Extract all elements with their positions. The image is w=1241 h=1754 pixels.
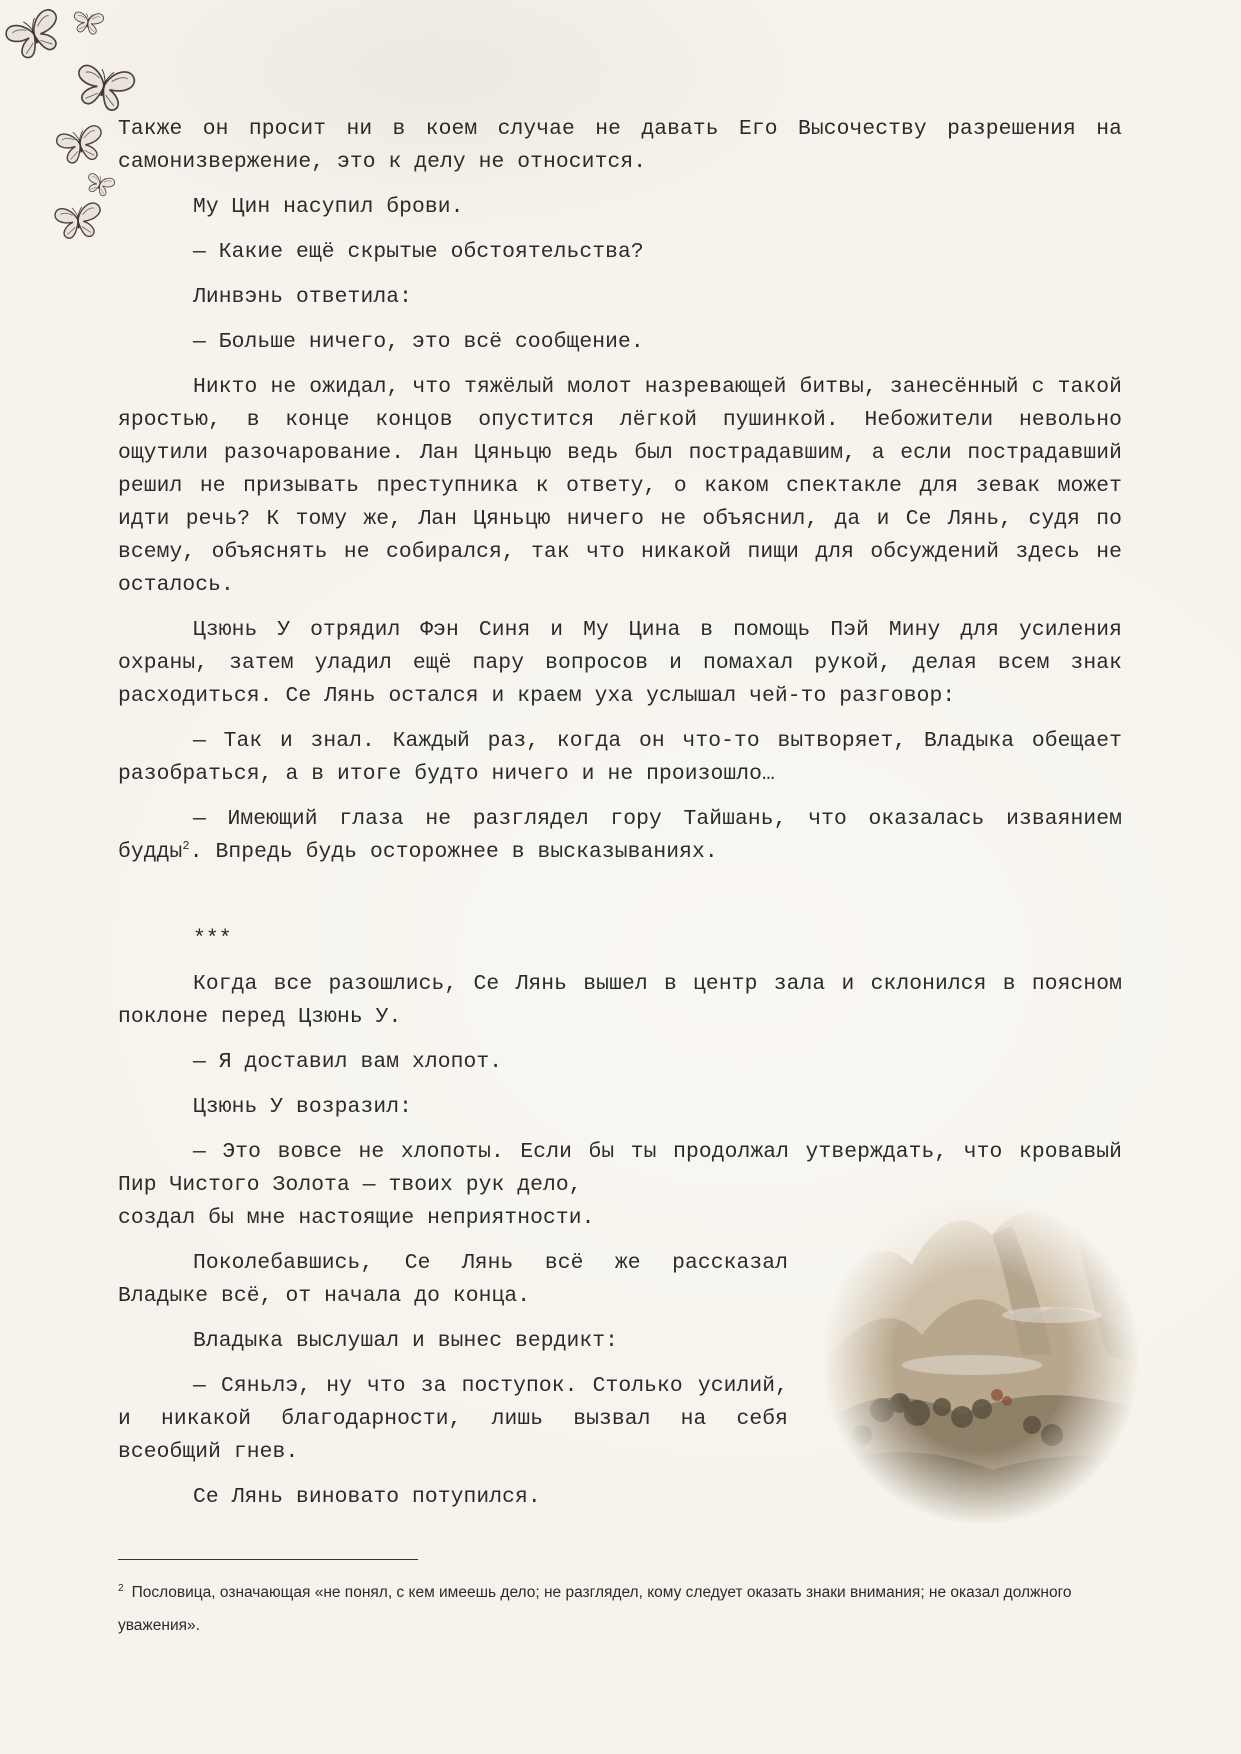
dialogue-line: — Больше ничего, это всё сообщение. [193, 330, 644, 354]
section-separator: *** [193, 927, 232, 951]
dialogue-text: . Впредь будь осторожнее в высказываниях. [189, 840, 718, 864]
paragraph: Му Цин насупил брови. [193, 195, 464, 219]
chinese-landscape-painting [822, 1195, 1140, 1525]
paragraph: Владыка выслушал и вынес вердикт: [193, 1329, 619, 1353]
dialogue-text: — Имеющий глаза не разглядел гору Тайшань, что оказалась изваянием будды [118, 807, 1122, 864]
dialogue-text: — Это вовсе не хлопоты. Если бы ты продолжал утверждать, что кровавый Пир Чистого Золота — твоих рук дело, [118, 1140, 1122, 1197]
footnote-ref[interactable]: 2 [182, 838, 190, 853]
paragraph: Цзюнь У возразил: [193, 1095, 412, 1119]
dialogue-line: — Сяньлэ, ну что за поступок. Столько усилий, и никакой благодарности, лишь вызвал на себя всеобщий гнев. [118, 1374, 788, 1464]
paragraph: Поколебавшись, Се Лянь всё же рассказал Владыке всё, от начала до конца. [118, 1251, 788, 1308]
dialogue-line: — Какие ещё скрытые обстоятельства? [193, 240, 644, 264]
footnote-divider [118, 1559, 418, 1560]
paragraph: Когда все разошлись, Се Лянь вышел в центр зала и склонился в поясном поклоне перед Цзюнь У. [118, 972, 1122, 1029]
dialogue-text: создал бы мне настоящие неприятности. [118, 1206, 595, 1230]
dialogue-line: — Я доставил вам хлопот. [193, 1050, 503, 1074]
paragraph: Линвэнь ответила: [193, 285, 412, 309]
paragraph: Цзюнь У отрядил Фэн Синя и Му Цина в помощь Пэй Мину для усиления охраны, затем уладил ещё пару вопросов и помахал рукой, делая всем знак расходиться. Се Лянь остался и краем уха услышал чей-то разговор: [118, 618, 1122, 708]
footnote-text: Пословица, означающая «не понял, с кем имеешь дело; не разглядел, кому следует оказать знаки внимания; не оказал должного уважения». [118, 1584, 1072, 1635]
dialogue-line [118, 803, 1122, 869]
dialogue-line: — Так и знал. Каждый раз, когда он что-то вытворяет, Владыка обещает разобраться, а в итоге будто ничего и не произошло… [118, 729, 1122, 786]
footnote-number: 2 [118, 1583, 124, 1594]
footnote [118, 1572, 1128, 1642]
paragraph: Се Лянь виновато потупился. [193, 1485, 541, 1509]
paragraph: Также он просит ни в коем случае не давать Его Высочеству разрешения на самонизвержение, это к делу не относится. [118, 117, 1122, 174]
paragraph: Никто не ожидал, что тяжёлый молот назревающей битвы, занесённый с такой яростью, в конце концов опустится лёгкой пушинкой. Небожители невольно ощутили разочарование. Лан Цяньцю ведь был пострадавшим, а если пострадавший решил не призывать преступника к ответу, о каком спектакле для зевак может идти речь? К тому же, Лан Цяньцю ничего не объяснил, да и Се Лянь, судя по всему, объяснять не собирался, так что никакой пищи для обсуждений здесь не осталось. [118, 375, 1122, 597]
